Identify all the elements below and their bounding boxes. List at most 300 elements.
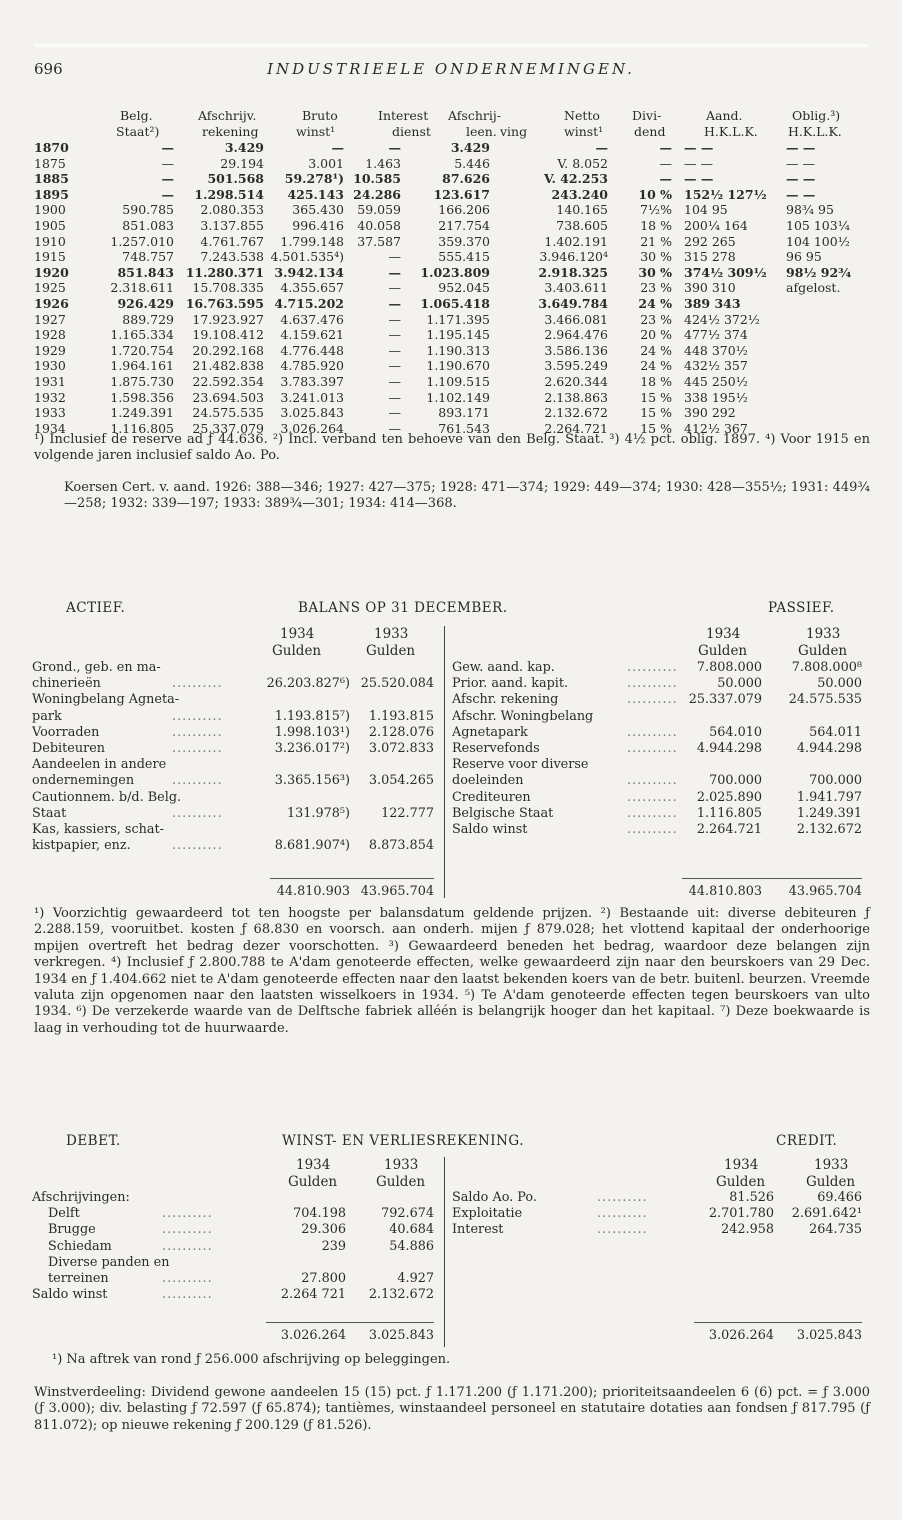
passief-value-1934: 564.010 (709, 724, 762, 740)
actief-value-1934: 3.236.017²) (274, 740, 350, 756)
credit-value-1933: 2.691.642¹ (791, 1206, 862, 1222)
stats-cell-interest: — (388, 327, 401, 343)
stats-row (34, 249, 874, 265)
stats-header-cell: H.K.L.K. (704, 124, 758, 139)
col-unit: Gulden (376, 1174, 426, 1190)
stats-header-cell: Divi- (632, 108, 662, 123)
stats-year: 1875 (34, 155, 66, 171)
stats-cell-divi: 15 % (640, 420, 672, 436)
stats-cell-netto: 2.132.672 (544, 405, 608, 421)
actief-value-1933: 3.054.265 (368, 773, 434, 789)
stats-row (34, 390, 874, 406)
passief-row (452, 741, 870, 757)
credit-total-1933: 3.025.843 (796, 1328, 862, 1343)
stats-header-cell: Staat²) (116, 124, 160, 139)
passief-row (452, 660, 870, 676)
stats-cell-interest: — (388, 311, 401, 327)
statistics-table (34, 108, 874, 436)
stats-cell-divi: 30 % (640, 249, 672, 265)
stats-header-cell: Afschrij- (448, 108, 501, 123)
stats-cell-bruto: 4.501.535⁴) (270, 249, 344, 265)
stats-cell-aand: 390 292 (684, 405, 736, 421)
stats-cell-divi: 15 % (640, 389, 672, 405)
leader-dots: .......... (627, 805, 678, 821)
passief-value-1933: 50.000 (817, 676, 862, 692)
leader-dots: .......... (172, 773, 223, 789)
stats-header-cell: Oblig.³) (792, 108, 841, 123)
stats-year: 1895 (34, 186, 69, 202)
stats-cell-divi: — (659, 171, 672, 187)
stats-cell-belg: 1.964.161 (110, 358, 174, 374)
passief-label: Prior. aand. kapit. (452, 676, 569, 692)
actief-row (32, 709, 442, 725)
stats-row (34, 218, 874, 234)
stats-cell-aand: 445 250½ (684, 373, 748, 389)
stats-cell-divi: 18 % (640, 217, 672, 233)
stats-row (34, 343, 874, 359)
debet-value-1934: 2.264 721 (280, 1287, 346, 1303)
stats-year: 1905 (34, 217, 66, 233)
actief-value-1934: 1.193.815⁷) (274, 708, 350, 724)
debet-label: Saldo winst (32, 1287, 108, 1303)
stats-cell-netto: 2.264.721 (544, 420, 608, 436)
actief-row (32, 822, 442, 838)
debet-value-1934: 239 (321, 1238, 346, 1254)
actief-value-1933: 25.520.084 (360, 676, 434, 692)
passief-row (452, 790, 870, 806)
stats-header-cell: ving (500, 124, 528, 139)
stats-year: 1925 (34, 280, 66, 296)
stats-cell-interest: — (388, 358, 401, 374)
stats-cell-bruto: 4.637.476 (280, 311, 344, 327)
col-year: 1933 (806, 626, 841, 642)
debet-label: Delft (48, 1206, 80, 1222)
leader-dots: .......... (627, 724, 678, 740)
stats-cell-belg: — (161, 186, 174, 202)
stats-cell-divi: 24 % (640, 342, 672, 358)
stats-cell-netto: 3.586.136 (544, 342, 608, 358)
stats-cell-afschrijving: 1.195.145 (426, 327, 490, 343)
stats-cell-belg: 1.165.334 (110, 327, 174, 343)
passief-label: Reservefonds (452, 740, 540, 756)
col-year: 1934 (280, 626, 315, 642)
actief-label: ondernemingen (32, 773, 135, 789)
stats-cell-afschrijving: 87.626 (442, 171, 490, 187)
stats-row (34, 265, 874, 281)
stats-cell-bruto: 4.776.448 (280, 342, 344, 358)
actief-total-1934: 44.810.903 (276, 884, 350, 899)
stats-cell-divi: — (659, 140, 672, 155)
stats-cell-oblig: 104 100½ (786, 233, 850, 249)
stats-cell-aand: 432½ 357 (684, 358, 748, 374)
stats-cell-interest: 40.058 (357, 217, 401, 233)
col-year: 1934 (724, 1157, 759, 1173)
passief-list (452, 660, 870, 838)
leader-dots: .......... (627, 692, 678, 708)
actief-label: Aandeelen in andere (32, 757, 167, 773)
actief-list (32, 660, 442, 854)
stats-cell-aand: 104 95 (684, 202, 728, 218)
leader-dots: .......... (162, 1270, 213, 1286)
stats-cell-netto: 2.620.344 (544, 373, 608, 389)
stats-header-cell: dienst (392, 124, 431, 139)
total-rule (682, 878, 862, 879)
debet-row (32, 1271, 442, 1287)
stats-cell-oblig: 105 103¼ (786, 217, 850, 233)
stats-cell-bruto: 4.355.657 (280, 280, 344, 296)
leader-dots: .......... (627, 740, 678, 756)
stats-row (34, 405, 874, 421)
actief-row (32, 676, 442, 692)
debet-row (32, 1222, 442, 1238)
debet-total-1934: 3.026.264 (280, 1328, 346, 1343)
stats-cell-bruto: 3.241.013 (280, 389, 344, 405)
passief-total-1933: 43.965.704 (788, 884, 862, 899)
actief-value-1933: 1.193.815 (368, 708, 434, 724)
stats-header-cell: dend (634, 124, 666, 139)
stats-cell-aand: 338 195½ (684, 389, 748, 405)
passief-value-1934: 4.944.298 (696, 740, 762, 756)
page-number: 696 (34, 60, 63, 78)
stats-year: 1931 (34, 373, 66, 389)
stats-cell-bruto: 3.783.397 (280, 373, 344, 389)
winst-title: WINST- EN VERLIESREKENING. (282, 1133, 525, 1149)
balans-title: BALANS OP 31 DECEMBER. (298, 600, 508, 616)
col-unit: Gulden (272, 643, 322, 659)
stats-cell-afschrijving: 1.065.418 (420, 295, 490, 311)
stats-cell-belg: 1.249.391 (110, 405, 174, 421)
stats-cell-interest: — (388, 280, 401, 296)
stats-year: 1915 (34, 249, 66, 265)
stats-cell-afschr: 501.568 (207, 171, 264, 187)
passief-row (452, 692, 870, 708)
stats-cell-bruto: 3.001 (308, 155, 344, 171)
stats-cell-oblig: — — (786, 171, 816, 187)
stats-cell-afschr: 4.761.767 (200, 233, 264, 249)
stats-row (34, 327, 874, 343)
stats-cell-oblig: — — (786, 140, 816, 155)
stats-cell-netto: 3.466.081 (544, 311, 608, 327)
debet-value-1933: 4.927 (397, 1270, 434, 1286)
stats-cell-bruto: — (331, 140, 344, 155)
leader-dots: .......... (597, 1222, 648, 1238)
stats-cell-afschrijving: 5.446 (454, 155, 490, 171)
leader-dots: .......... (162, 1287, 213, 1303)
stats-cell-aand: — — (684, 171, 714, 187)
leader-dots: .......... (597, 1206, 648, 1222)
koersen-note: Koersen Cert. v. aand. 1926: 388—346; 1927: 427—375; 1928: 471—374; 1929: 449—374; 1930: 428—355½; 1931: 449¾—258; 1932: 339—197; 1933: 389¾—301; 1934: 414—368. (64, 480, 870, 512)
actief-value-1934: 26.203.827⁶) (266, 676, 350, 692)
stats-cell-netto: 140.165 (556, 202, 608, 218)
passief-row (452, 773, 870, 789)
actief-label: kistpapier, enz. (32, 838, 131, 854)
stats-cell-afschrijving: 761.543 (438, 420, 490, 436)
col-unit: Gulden (806, 1174, 856, 1190)
stats-cell-divi: 18 % (640, 373, 672, 389)
col-year: 1933 (384, 1157, 419, 1173)
stats-cell-belg: 1.257.010 (110, 233, 174, 249)
passief-value-1934: 700.000 (709, 773, 762, 789)
stats-cell-afschrijving: 1.190.313 (426, 342, 490, 358)
passief-value-1933: 564.011 (809, 724, 862, 740)
actief-label: Grond., geb. en ma- (32, 660, 161, 675)
credit-value-1934: 242.958 (721, 1222, 774, 1238)
stats-cell-afschr: 11.280.371 (185, 264, 264, 280)
stats-cell-aand: 200¼ 164 (684, 217, 748, 233)
leader-dots: .......... (172, 676, 223, 692)
stats-cell-afschr: 24.575.535 (192, 405, 264, 421)
stats-cell-aand: 374½ 309½ (684, 264, 767, 280)
debet-title: DEBET. (66, 1133, 121, 1149)
passief-value-1933: 7.808.000⁸ (791, 660, 862, 675)
stats-cell-bruto: 3.026.264 (280, 420, 344, 436)
stats-cell-afschrijving: 1.023.809 (420, 264, 490, 280)
stats-cell-afschr: 1.298.514 (194, 186, 264, 202)
passief-label: Saldo winst (452, 821, 528, 837)
stats-row (34, 187, 874, 203)
leader-dots: .......... (172, 838, 223, 854)
stats-cell-aand: 448 370½ (684, 342, 748, 358)
passief-row (452, 822, 870, 838)
actief-label: Kas, kassiers, schat- (32, 821, 164, 837)
total-rule (694, 1322, 862, 1323)
passief-label: Reserve voor diverse (452, 757, 589, 773)
stats-cell-bruto: 1.799.148 (280, 233, 344, 249)
stats-row (34, 202, 874, 218)
stats-header-cell: Belg. (120, 108, 153, 123)
stats-header-cell: Interest (378, 108, 429, 123)
actief-value-1933: 8.873.854 (368, 838, 434, 854)
stats-cell-belg: 748.757 (122, 249, 174, 265)
stats-header-cell: Bruto (302, 108, 338, 123)
passief-value-1934: 7.808.000 (696, 660, 762, 675)
col-unit: Gulden (366, 643, 416, 659)
stats-cell-afschr: 20.292.168 (192, 342, 264, 358)
stats-year: 1930 (34, 358, 66, 374)
total-rule (270, 878, 434, 879)
stats-cell-afschrijving: 217.754 (438, 217, 490, 233)
leader-dots: .......... (172, 805, 223, 821)
stats-cell-afschrijving: 359.370 (438, 233, 490, 249)
stats-cell-bruto: 59.278¹) (284, 171, 344, 187)
debet-value-1933: 54.886 (389, 1238, 434, 1254)
stats-cell-afschrijving: 1.171.395 (426, 311, 490, 327)
stats-cell-belg: 851.843 (117, 264, 174, 280)
stats-header-row-2 (34, 124, 874, 140)
stats-cell-netto: 3.403.611 (544, 280, 608, 296)
stats-cell-belg: 926.429 (117, 295, 174, 311)
actief-label: chinerieën (32, 676, 101, 692)
stats-cell-afschrijving: 555.415 (438, 249, 490, 265)
stats-cell-aand: 389 343 (684, 295, 741, 311)
credit-label: Exploitatie (452, 1206, 523, 1222)
stats-cell-netto: 243.240 (551, 186, 608, 202)
stats-year: 1900 (34, 202, 66, 218)
passief-value-1933: 4.944.298 (796, 740, 862, 756)
stats-cell-interest: 10.585 (353, 171, 401, 187)
stats-cell-netto: V. 42.253 (543, 171, 608, 187)
actief-label: Cautionnem. b/d. Belg. (32, 789, 182, 805)
stats-cell-interest: — (388, 140, 401, 155)
stats-cell-bruto: 3.942.134 (274, 264, 344, 280)
stats-header-cell: winst¹ (564, 124, 604, 139)
stats-year: 1933 (34, 405, 66, 421)
stats-row (34, 140, 874, 156)
passief-row (452, 709, 870, 725)
actief-row (32, 757, 442, 773)
passief-value-1934: 50.000 (717, 676, 762, 692)
stats-cell-afschr: 17.923.927 (192, 311, 264, 327)
leader-dots: .......... (627, 660, 678, 675)
stats-cell-afschr: 22.592.354 (192, 373, 264, 389)
stats-cell-afschrijving: 952.045 (438, 280, 490, 296)
stats-cell-bruto: 425.143 (287, 186, 344, 202)
stats-cell-interest: — (388, 264, 401, 280)
stats-cell-netto: 2.964.476 (544, 327, 608, 343)
stats-header-cell: Afschrijv. (198, 108, 257, 123)
stats-cell-afschr: 19.108.412 (192, 327, 264, 343)
stats-year: 1910 (34, 233, 66, 249)
stats-cell-aand: 477½ 374 (684, 327, 748, 343)
stats-cell-belg: 590.785 (122, 202, 174, 218)
debet-row (32, 1287, 442, 1303)
stats-cell-interest: — (388, 373, 401, 389)
stats-row (34, 234, 874, 250)
stats-cell-netto: 1.402.191 (544, 233, 608, 249)
actief-label: Staat (32, 805, 67, 821)
stats-cell-oblig: — — (786, 186, 816, 202)
credit-label: Saldo Ao. Po. (452, 1190, 537, 1205)
statistics-footnotes: ¹) Inclusief de reserve ad ƒ 44.636. ²) Incl. verband ten behoeve van den Belg. Staat. ³) 4½ pct. oblig. 1897. ⁴) Voor 1915 en volgende jaren inclusief saldo Ao. Po. (34, 432, 870, 464)
stats-cell-interest: — (388, 249, 401, 265)
top-edge (34, 44, 868, 49)
stats-cell-interest: — (388, 420, 401, 436)
column-separator (444, 626, 445, 898)
passief-title: PASSIEF. (768, 600, 835, 616)
debet-row (32, 1239, 442, 1255)
stats-cell-bruto: 3.025.843 (280, 405, 344, 421)
leader-dots: .......... (162, 1238, 213, 1254)
leader-dots: .......... (162, 1222, 213, 1238)
leader-dots: .......... (162, 1206, 213, 1222)
credit-row (452, 1206, 870, 1222)
passief-label: Agnetapark (452, 724, 528, 740)
debet-label: Brugge (48, 1222, 96, 1238)
stats-cell-netto: V. 8.052 (557, 155, 608, 171)
passief-row (452, 676, 870, 692)
winstverdeeling: Winstverdeeling: Dividend gewone aandeelen 15 (15) pct. ƒ 1.171.200 (ƒ 1.171.200); prioriteitsaandeelen 6 (6) pct. = ƒ 3.000 (ƒ 3.000); div. belasting ƒ 72.597 (ƒ 65.874); tantièmes, winstaandeel personeel en statutaire dotaties aan fondsen ƒ 817.795 (ƒ 811.072); op nieuwe rekening ƒ 200.129 (ƒ 81.526). (34, 1385, 870, 1433)
actief-row (32, 790, 442, 806)
stats-cell-divi: 20 % (640, 327, 672, 343)
actief-label: Debiteuren (32, 740, 106, 756)
actief-row (32, 838, 442, 854)
passief-row (452, 757, 870, 773)
stats-cell-bruto: 4.715.202 (274, 295, 344, 311)
stats-cell-divi: 21 % (640, 233, 672, 249)
debet-list (32, 1190, 442, 1303)
running-title: INDUSTRIEELE ONDERNEMINGEN. (267, 60, 635, 78)
credit-list (452, 1190, 870, 1239)
debet-value-1933: 2.132.672 (368, 1287, 434, 1303)
stats-cell-divi: 24 % (638, 295, 672, 311)
passief-total-1934: 44.810.803 (688, 884, 762, 899)
stats-cell-afschrijving: 166.206 (438, 202, 490, 218)
stats-cell-aand: — — (684, 140, 714, 155)
stats-cell-bruto: 996.416 (292, 217, 344, 233)
actief-row (32, 660, 442, 676)
stats-header-cell: Aand. (706, 108, 743, 123)
passief-label: Gew. aand. kap. (452, 660, 555, 675)
stats-cell-aand: 152½ 127½ (684, 186, 767, 202)
stats-cell-divi: 23 % (640, 280, 672, 296)
stats-cell-afschr: 3.137.855 (200, 217, 264, 233)
stats-cell-belg: 2.318.611 (110, 280, 174, 296)
stats-cell-afschr: 3.429 (224, 140, 264, 155)
stats-cell-afschr: 15.708.335 (192, 280, 264, 296)
actief-title: ACTIEF. (66, 600, 126, 616)
passief-label: Crediteuren (452, 789, 531, 805)
stats-cell-afschr: 21.482.838 (192, 358, 264, 374)
credit-value-1934: 81.526 (729, 1190, 774, 1205)
stats-cell-divi: 15 % (640, 405, 672, 421)
stats-cell-aand: 315 278 (684, 249, 736, 265)
col-unit: Gulden (288, 1174, 338, 1190)
stats-cell-aand: 390 310 (684, 280, 736, 296)
stats-cell-interest: — (388, 342, 401, 358)
passief-value-1934: 1.116.805 (696, 805, 762, 821)
actief-row (32, 741, 442, 757)
stats-year: 1870 (34, 140, 69, 155)
debet-value-1933: 40.684 (389, 1222, 434, 1238)
stats-cell-netto: 3.946.120⁴ (539, 249, 608, 265)
debet-value-1934: 27.800 (301, 1270, 346, 1286)
actief-row (32, 725, 442, 741)
stats-row (34, 312, 874, 328)
stats-cell-divi: 10 % (638, 186, 672, 202)
debet-value-1933: 792.674 (381, 1206, 434, 1222)
stats-cell-afschr: 25.337.079 (192, 420, 264, 436)
stats-row (34, 156, 874, 172)
credit-value-1934: 2.701.780 (708, 1206, 774, 1222)
credit-row (452, 1222, 870, 1238)
actief-total-1933: 43.965.704 (360, 884, 434, 899)
stats-cell-oblig: 98¾ 95 (786, 202, 834, 218)
stats-cell-interest: — (388, 389, 401, 405)
stats-cell-divi: — (659, 155, 672, 171)
stats-cell-oblig: 96 95 (786, 249, 822, 265)
stats-cell-interest: 1.463 (365, 155, 401, 171)
credit-value-1933: 264.735 (809, 1222, 862, 1238)
col-unit: Gulden (798, 643, 848, 659)
stats-cell-belg: 1.116.805 (110, 420, 174, 436)
stats-cell-afschr: 2.080.353 (200, 202, 264, 218)
leader-dots: .......... (172, 708, 223, 724)
stats-cell-oblig: — — (786, 155, 815, 171)
stats-cell-belg: — (161, 171, 174, 187)
stats-cell-bruto: 4.159.621 (280, 327, 344, 343)
passief-label: Afschr. Woningbelang (452, 708, 594, 724)
actief-value-1933: 2.128.076 (368, 724, 434, 740)
actief-value-1934: 131.978⁵) (286, 805, 350, 821)
stats-cell-belg: 1.598.356 (110, 389, 174, 405)
debet-label: Schiedam (48, 1238, 112, 1254)
actief-value-1934: 8.681.907⁴) (274, 838, 350, 854)
stats-cell-interest: 24.286 (353, 186, 401, 202)
stats-cell-afschrijving: 1.102.149 (426, 389, 490, 405)
debet-label: terreinen (48, 1270, 109, 1286)
stats-cell-netto: 3.649.784 (538, 295, 608, 311)
stats-year: 1920 (34, 264, 69, 280)
